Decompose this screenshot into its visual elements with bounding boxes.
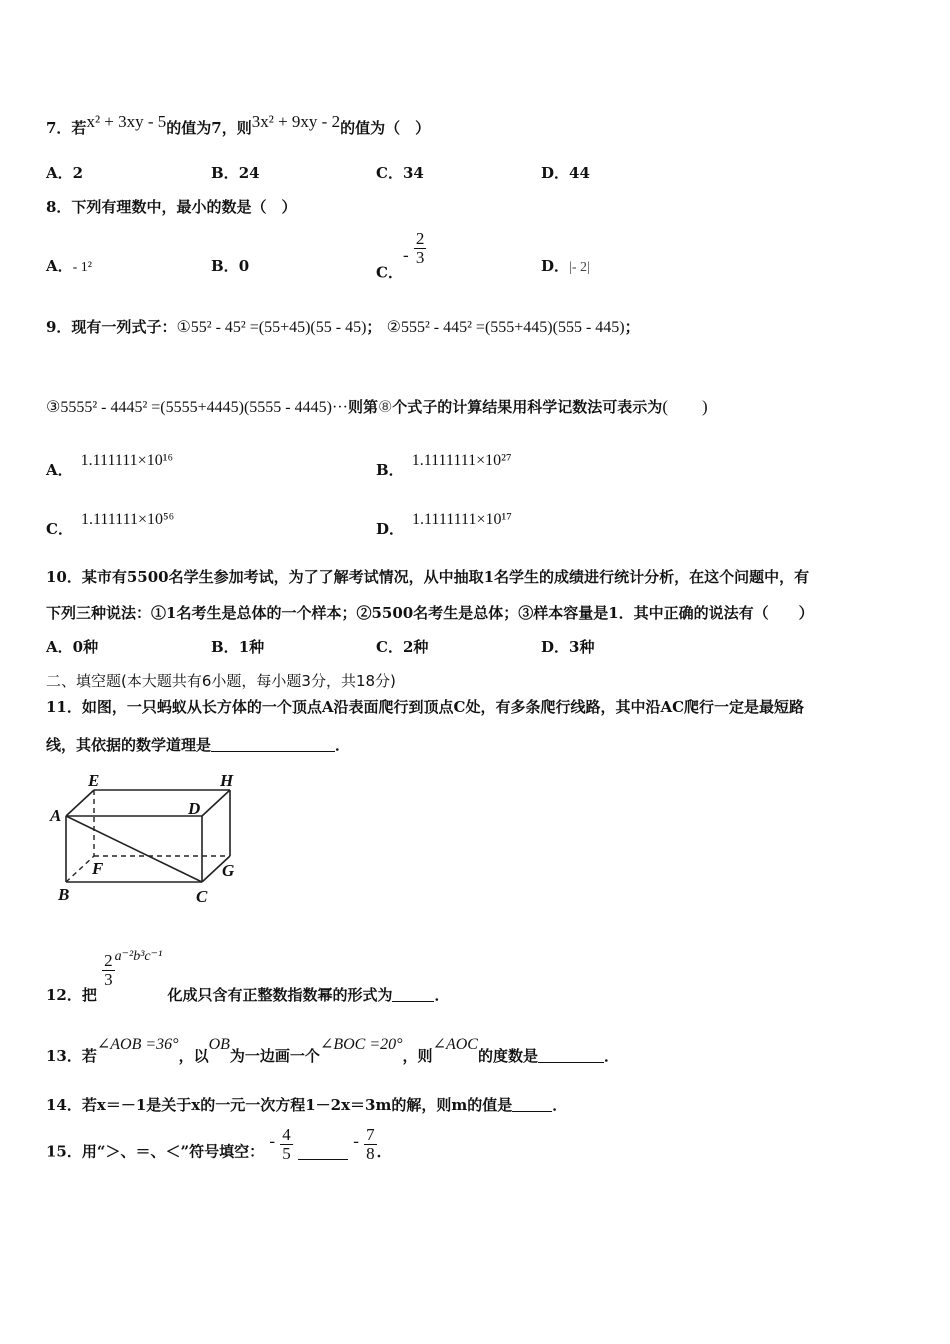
- q7-option-d[interactable]: D．44: [541, 164, 590, 182]
- q10-option-b[interactable]: B．1种: [211, 638, 265, 656]
- q15-answer-blank[interactable]: [298, 1145, 348, 1160]
- question-9: 9．现有一列式子：①55² - 45² =(55+45)(55 - 45)； ②555² - 445² =(555+445)(555 - 445)；: [46, 318, 640, 336]
- question-10-line-1: 10．某市有5500名学生参加考试，为了了解考试情况，从中抽取1名学生的成绩进行统计分析，在这个问题中，有: [46, 568, 810, 586]
- q7-mid-text: 的值为7，则: [166, 119, 252, 137]
- q9-equation-3: ③5555² - 4445² =(5555+4445)(5555 - 4445)···: [46, 399, 348, 416]
- question-13: 13．若∠AOB =36°，以OB为一边画一个∠BOC =20°，则∠AOC的度数是 ．: [46, 1036, 619, 1065]
- q15-fraction-2: $\frac{7}{8}$: [366, 1125, 375, 1163]
- q7-option-b[interactable]: B．24: [211, 164, 260, 182]
- q10-option-a[interactable]: A．0种: [46, 638, 99, 656]
- question-12: 12．把 $\frac{2}{3}$ a⁻²b³c⁻¹ 化成只含有正整数指数幂的形式为 ．: [46, 949, 450, 1004]
- section-2-heading: 二、填空题(本大题共有6小题，每小题3分，共18分): [46, 672, 396, 690]
- question-11-line-2: 线，其依据的数学道理是 ．: [46, 736, 351, 754]
- q15-fraction-1: $\frac{4}{5}$: [282, 1125, 291, 1163]
- segment-ac: [66, 816, 202, 882]
- question-8: 8．下列有理数中，最小的数是（ ）: [46, 198, 297, 216]
- hidden-edge-bf: [66, 856, 94, 882]
- q8-option-c[interactable]: C．- $\frac{2}{3}$: [376, 229, 425, 282]
- label-c: C: [196, 887, 208, 906]
- label-a: A: [50, 806, 62, 825]
- q14-answer-blank[interactable]: [512, 1097, 552, 1112]
- q12-expression: a⁻²b³c⁻¹: [114, 949, 163, 964]
- q7-number: 7．若: [46, 119, 87, 137]
- q9-option-b[interactable]: B．1.1111111×10²⁷: [376, 452, 512, 479]
- question-11-line-1: 11．如图，一只蚂蚁从长方体的一个顶点A沿表面爬行到顶点C处，有多条爬行线路，其中沿AC爬行一定是最短路: [46, 698, 805, 716]
- edge-ae: [66, 790, 94, 816]
- q7-option-a[interactable]: A．2: [46, 164, 84, 182]
- question-9-line-2: ③5555² - 4445² =(5555+4445)(5555 - 4445)···则第⑧个式子的计算结果用科学记数法可表示为( ): [46, 397, 708, 416]
- label-e: E: [88, 771, 100, 790]
- q12-answer-blank[interactable]: [392, 987, 434, 1002]
- label-d: D: [188, 799, 201, 818]
- question-14: 14．若x＝－1是关于x的一元一次方程1－2x＝3m的解，则m的值是 ．: [46, 1096, 568, 1114]
- label-f: F: [92, 859, 104, 878]
- q10-option-d[interactable]: D．3种: [541, 638, 595, 656]
- q9-option-a[interactable]: A．1.111111×10¹⁶: [46, 452, 174, 479]
- q7-tail: 的值为（ ）: [340, 119, 431, 137]
- q7-expression-2: 3x² + 9xy - 2: [251, 112, 341, 131]
- q10-option-c[interactable]: C．2种: [376, 638, 429, 656]
- label-g: G: [222, 861, 235, 880]
- circled-8-icon: ⑧: [377, 397, 393, 416]
- q9-option-c[interactable]: C．1.111111×10⁵⁶: [46, 511, 175, 538]
- edge-dh: [202, 790, 230, 816]
- label-h: H: [220, 771, 234, 790]
- cuboid-figure: [44, 768, 254, 910]
- label-b: B: [58, 885, 70, 904]
- q9-equation-1: ①55² - 45² =(55+45)(55 - 45): [176, 319, 367, 336]
- q8-option-d[interactable]: D．|- 2|: [541, 257, 590, 275]
- q8-c-fraction: $\frac{2}{3}$: [415, 229, 425, 267]
- q8-option-b[interactable]: B．0: [211, 257, 250, 275]
- q12-fraction: $\frac{2}{3}$: [104, 950, 113, 989]
- question-15: 15．用“＞、＝、＜”符号填空： - $\frac{4}{5}$ - $\frac{7}{8}$ ．: [46, 1125, 392, 1163]
- question-10-line-2: 下列三种说法：①1名考生是总体的一个样本；②5500名考生是总体；③样本容量是1．其中正确的说法有（ ）: [46, 604, 814, 622]
- q7-option-c[interactable]: C．34: [376, 164, 424, 182]
- q9-option-d[interactable]: D．1.1111111×10¹⁷: [376, 511, 512, 538]
- question-7: [46, 112, 430, 138]
- q7-expression-1: x² + 3xy - 5: [86, 112, 167, 131]
- q9-equation-2: ②555² - 445² =(555+445)(555 - 445): [386, 319, 625, 336]
- q13-answer-blank[interactable]: [538, 1048, 604, 1063]
- q8-option-a[interactable]: A．- 1²: [46, 257, 92, 275]
- q11-answer-blank[interactable]: [211, 737, 335, 752]
